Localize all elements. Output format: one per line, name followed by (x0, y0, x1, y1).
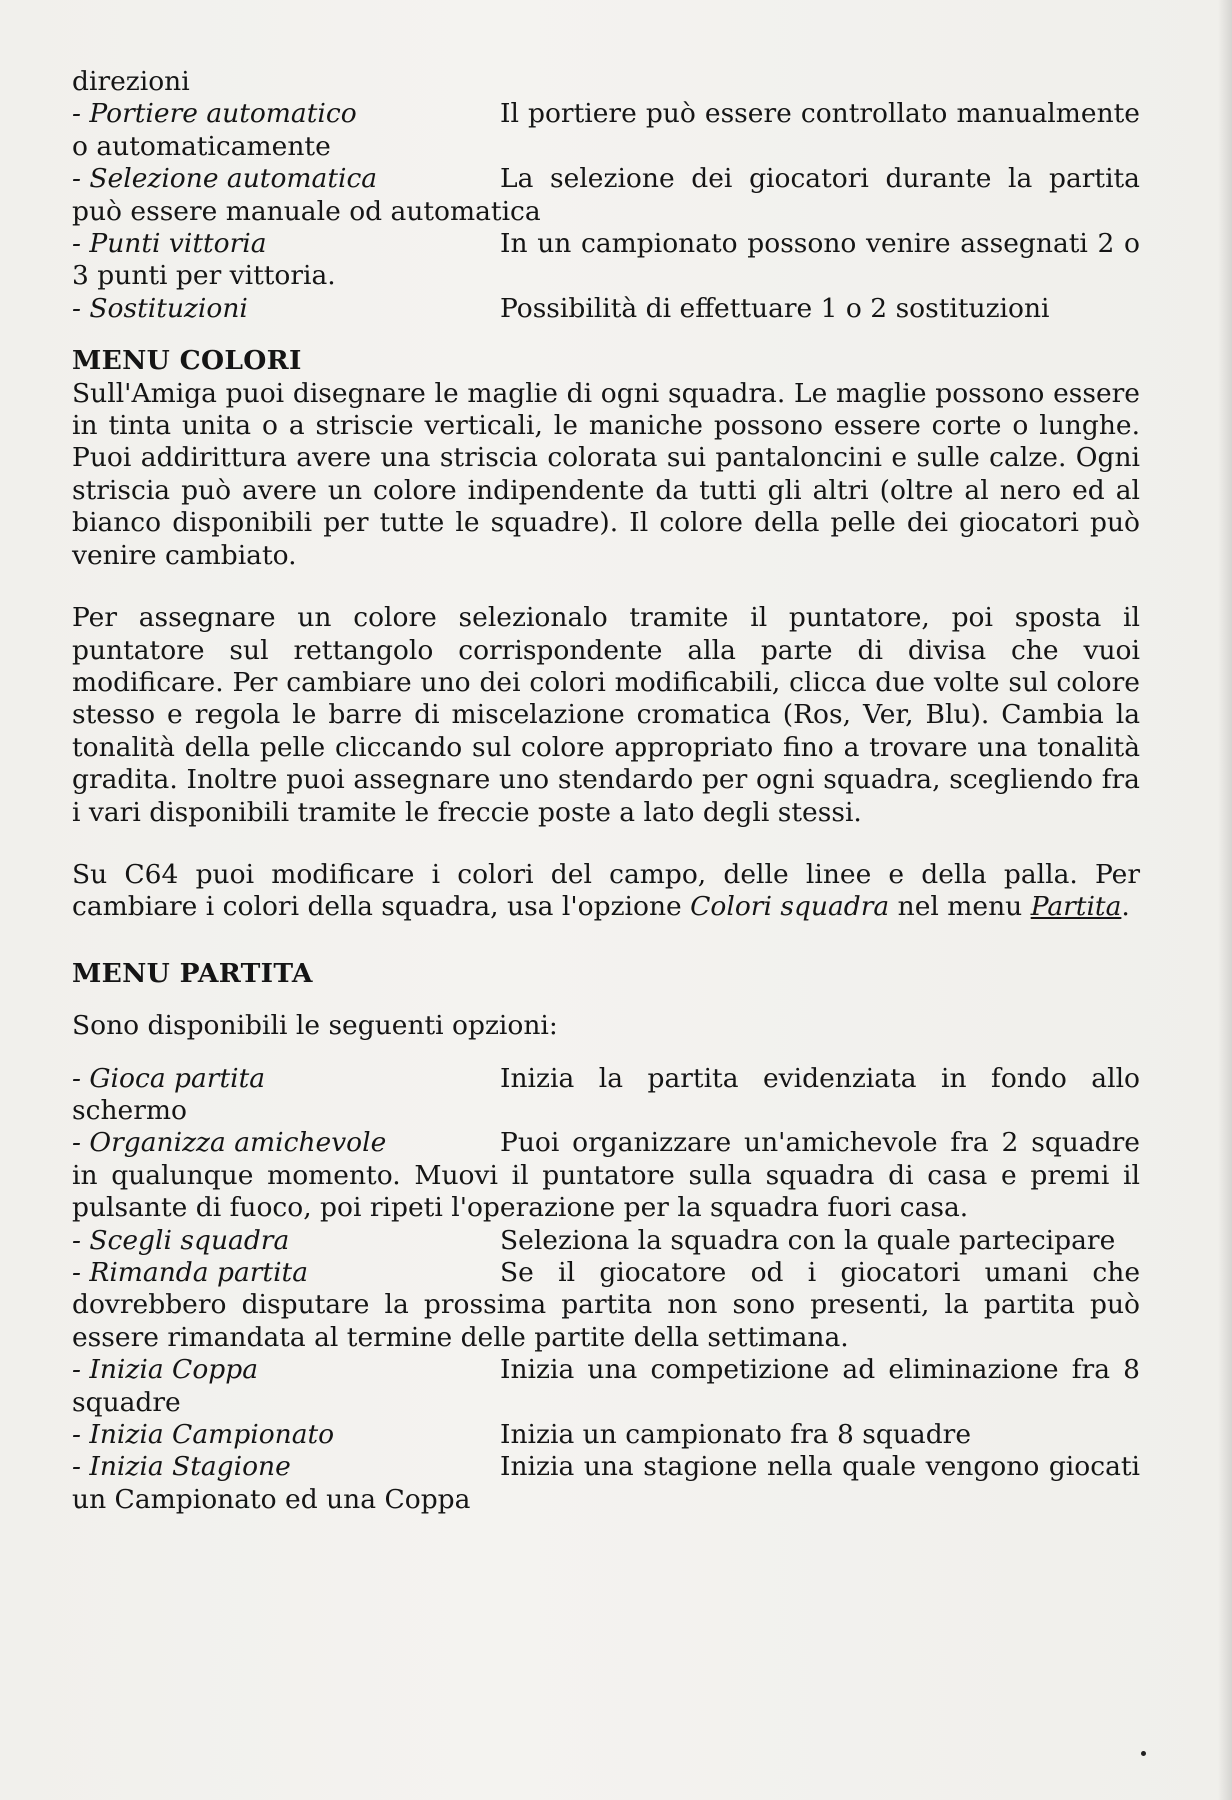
option-description: Possibilità di effettuare 1 o 2 sostituzioni (500, 292, 1050, 324)
option-inizia-campionato (72, 1419, 1140, 1451)
option-description: Seleziona la squadra con la quale partecipare (500, 1224, 1116, 1256)
c64-text-mid: nel menu (889, 891, 1031, 923)
option-term: - Punti vittoria (72, 228, 267, 260)
option-description: Inizia una competizione ad eliminazione fra 8 squadre (72, 1354, 1140, 1418)
page-content (72, 66, 1140, 1516)
option-inizia-stagione (72, 1451, 1140, 1516)
option-rimanda-partita (72, 1257, 1140, 1354)
option-term: - Organizza amichevole (72, 1127, 387, 1159)
option-description: Inizia la partita evidenziata in fondo allo schermo (72, 1062, 1140, 1126)
option-term: - Scegli squadra (72, 1224, 290, 1256)
partita-intro: Sono disponibili le seguenti opzioni: (72, 1010, 558, 1042)
option-description: Puoi organizzare un'amichevole fra 2 squadre in qualunque momento. Muovi il puntatore sulla squadra di casa e premi il pulsante di fuoco, poi ripeti l'operazione per la squadra fuori casa. (72, 1127, 1140, 1224)
page-speck (1141, 1751, 1146, 1756)
option-term: - Inizia Campionato (72, 1419, 335, 1451)
option-term: - Inizia Coppa (72, 1354, 259, 1386)
option-description: In un campionato possono venire assegnati 2 o 3 punti per vittoria. (72, 228, 1140, 292)
option-inizia-coppa (72, 1354, 1140, 1419)
option-description: Se il giocatore od i giocatori umani che dovrebbero disputare la prossima partita non sono presenti, la partita può essere rimandata al termine delle partite della settimana. (72, 1257, 1140, 1353)
option-gioca-partita (72, 1063, 1140, 1128)
option-description: Il portiere può essere controllato manualmente o automaticamente (72, 98, 1140, 162)
partita-menu-reference: Partita (1030, 891, 1122, 923)
colori-paragraph-amiga: Sull'Amiga puoi disegnare le maglie di ogni squadra. Le maglie possono essere in tinta unita o a striscie verticali, le maniche possono essere corte o lunghe. Puoi addirittura avere una striscia colorata sui pantaloncini e sulle calze. Ogni striscia può avere un colore indipendente da tutti gli altri (oltre al nero ed al bianco disponibili per tutte le squadre). Il colore della pelle dei giocatori può venire cambiato. (72, 377, 1140, 571)
section-heading-menu-colori: MENU COLORI (72, 345, 302, 377)
option-term: - Gioca partita (72, 1062, 266, 1094)
colori-paragraph-c64 (72, 859, 1140, 924)
option-description: La selezione dei giocatori durante la partita può essere manuale od automatica (72, 163, 1140, 227)
c64-text-end: . (1121, 891, 1130, 923)
option-selezione-automatica (72, 163, 1140, 228)
option-description: Inizia un campionato fra 8 squadre (500, 1419, 972, 1451)
page-edge-shadow (1218, 0, 1232, 1800)
option-punti-vittoria (72, 228, 1140, 293)
option-term: - Sostituzioni (72, 292, 248, 324)
option-description: Inizia una stagione nella quale vengono giocati un Campionato ed una Coppa (72, 1451, 1140, 1515)
c64-text: Su C64 puoi modificare i colori del campo, delle linee e della palla. Per cambiare i colori della squadra, usa l'opzione (72, 858, 1140, 923)
option-sostituzioni (72, 293, 1140, 325)
option-organizza-amichevole (72, 1127, 1140, 1224)
option-portiere-automatico (72, 98, 1140, 163)
section-heading-menu-partita: MENU PARTITA (72, 957, 313, 989)
option-scegli-squadra (72, 1225, 1140, 1257)
option-term: - Portiere automatico (72, 98, 357, 130)
option-term: - Rimanda partita (72, 1257, 308, 1288)
colori-paragraph-assegnare: Per assegnare un colore selezionalo tramite il puntatore, poi sposta il puntatore sul rettangolo corrispondente alla parte di divisa che vuoi modificare. Per cambiare uno dei colori modificabili, clicca due volte sul colore stesso e regola le barre di miscelazione cromatica (Ros, Ver, Blu). Cambia la tonalità della pelle cliccando sul colore appropriato fino a trovare una tonalità gradita. Inoltre puoi assegnare uno stendardo per ogni squadra, scegliendo fra i vari disponibili tramite le freccie poste a lato degli stessi. (72, 602, 1140, 828)
option-term: - Selezione automatica (72, 163, 378, 195)
option-term: - Inizia Stagione (72, 1451, 291, 1483)
continued-line: direzioni (72, 66, 190, 97)
colori-squadra-term: Colori squadra (690, 891, 890, 923)
